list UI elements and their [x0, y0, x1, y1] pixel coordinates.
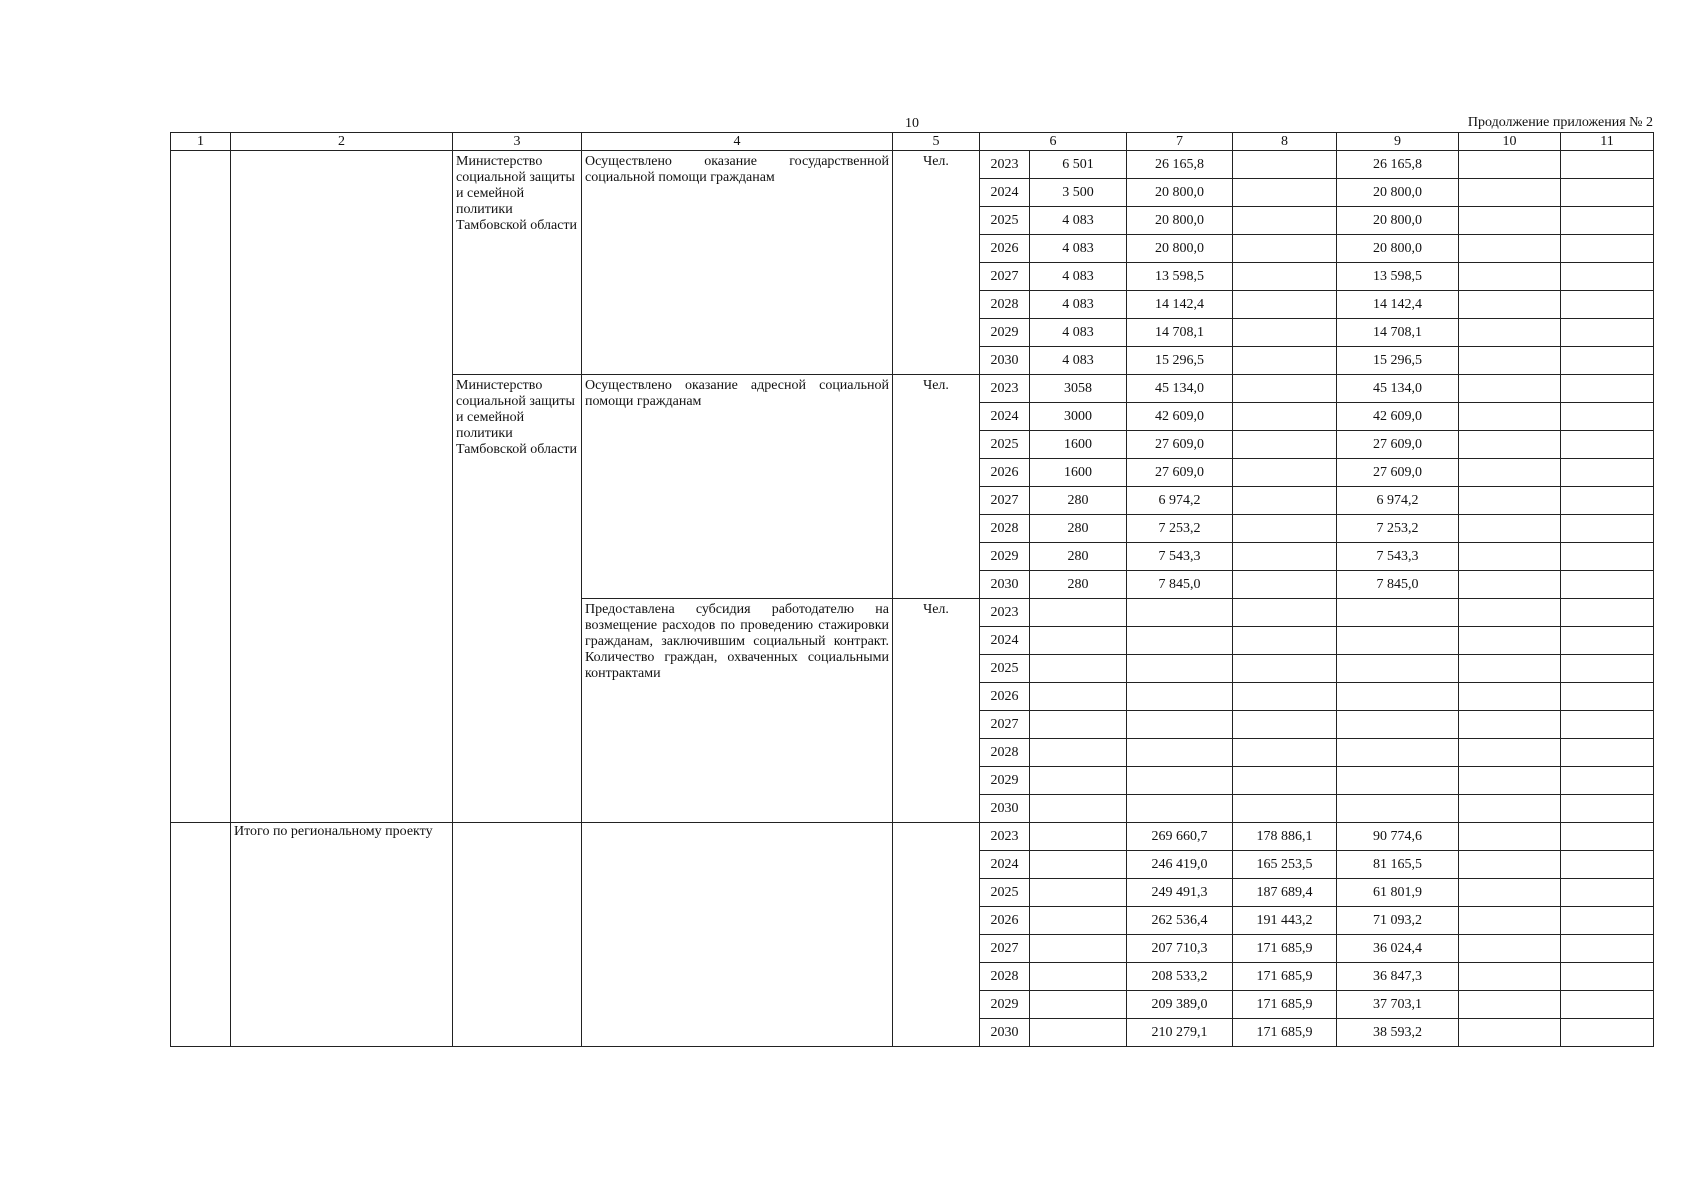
value-col7: 210 279,1: [1127, 1019, 1233, 1047]
value-col11: [1561, 263, 1654, 291]
value-col11: [1561, 375, 1654, 403]
column-header-10: 10: [1459, 133, 1561, 151]
value-col10: [1459, 207, 1561, 235]
value-col6: 3000: [1030, 403, 1127, 431]
year-cell: 2025: [980, 431, 1030, 459]
value-col10: [1459, 851, 1561, 879]
value-col6: 4 083: [1030, 291, 1127, 319]
value-col7: 14 142,4: [1127, 291, 1233, 319]
cell-col2: [231, 151, 453, 823]
value-col8: 171 685,9: [1233, 991, 1337, 1019]
column-header-7: 7: [1127, 133, 1233, 151]
value-col8: [1233, 459, 1337, 487]
value-col11: [1561, 991, 1654, 1019]
value-col6: [1030, 795, 1127, 823]
value-col11: [1561, 235, 1654, 263]
year-cell: 2029: [980, 543, 1030, 571]
year-cell: 2028: [980, 963, 1030, 991]
value-col9: 14 708,1: [1337, 319, 1459, 347]
value-col10: [1459, 263, 1561, 291]
value-col10: [1459, 739, 1561, 767]
value-col7: 26 165,8: [1127, 151, 1233, 179]
value-col10: [1459, 431, 1561, 459]
value-col10: [1459, 599, 1561, 627]
value-col8: 191 443,2: [1233, 907, 1337, 935]
value-col8: [1233, 403, 1337, 431]
year-cell: 2026: [980, 683, 1030, 711]
cell-col4: [582, 823, 893, 1047]
value-col7: [1127, 795, 1233, 823]
value-col11: [1561, 683, 1654, 711]
responsible-ministry: Министерство социальной защиты и семейной политики Тамбовской области: [453, 375, 582, 823]
year-cell: 2028: [980, 739, 1030, 767]
value-col8: 171 685,9: [1233, 935, 1337, 963]
column-header-6: 6: [980, 133, 1127, 151]
cell-col3: [453, 823, 582, 1047]
result-description: Предоставлена субсидия работодателю на возмещение расходов по проведению стажировки гражданам, заключившим социальный контракт. Количество граждан, охваченных социальными контрактами: [582, 599, 893, 823]
value-col7: [1127, 767, 1233, 795]
value-col9: 14 142,4: [1337, 291, 1459, 319]
value-col6: 3 500: [1030, 179, 1127, 207]
value-col8: [1233, 739, 1337, 767]
value-col8: [1233, 655, 1337, 683]
value-col8: [1233, 235, 1337, 263]
year-cell: 2023: [980, 599, 1030, 627]
value-col9: 61 801,9: [1337, 879, 1459, 907]
value-col6: [1030, 655, 1127, 683]
value-col9: 36 024,4: [1337, 935, 1459, 963]
year-cell: 2030: [980, 1019, 1030, 1047]
value-col11: [1561, 403, 1654, 431]
value-col9: 81 165,5: [1337, 851, 1459, 879]
value-col11: [1561, 907, 1654, 935]
value-col6: [1030, 851, 1127, 879]
value-col9: 27 609,0: [1337, 459, 1459, 487]
value-col6: 1600: [1030, 459, 1127, 487]
value-col7: 7 845,0: [1127, 571, 1233, 599]
column-header-11: 11: [1561, 133, 1654, 151]
value-col6: 4 083: [1030, 235, 1127, 263]
value-col9: 90 774,6: [1337, 823, 1459, 851]
value-col9: 20 800,0: [1337, 207, 1459, 235]
value-col11: [1561, 935, 1654, 963]
value-col7: 45 134,0: [1127, 375, 1233, 403]
value-col6: 280: [1030, 543, 1127, 571]
value-col11: [1561, 179, 1654, 207]
value-col11: [1561, 291, 1654, 319]
column-header-2: 2: [231, 133, 453, 151]
value-col10: [1459, 935, 1561, 963]
column-header-8: 8: [1233, 133, 1337, 151]
value-col10: [1459, 487, 1561, 515]
value-col7: 20 800,0: [1127, 235, 1233, 263]
value-col6: [1030, 907, 1127, 935]
value-col9: 37 703,1: [1337, 991, 1459, 1019]
column-header-3: 3: [453, 133, 582, 151]
value-col7: 27 609,0: [1127, 431, 1233, 459]
value-col10: [1459, 347, 1561, 375]
value-col6: [1030, 711, 1127, 739]
value-col9: 26 165,8: [1337, 151, 1459, 179]
value-col7: [1127, 711, 1233, 739]
value-col9: 20 800,0: [1337, 179, 1459, 207]
value-col8: [1233, 767, 1337, 795]
column-header-1: 1: [171, 133, 231, 151]
value-col10: [1459, 515, 1561, 543]
value-col11: [1561, 599, 1654, 627]
value-col8: [1233, 431, 1337, 459]
column-header-5: 5: [893, 133, 980, 151]
value-col8: 165 253,5: [1233, 851, 1337, 879]
year-cell: 2023: [980, 151, 1030, 179]
value-col11: [1561, 655, 1654, 683]
value-col11: [1561, 767, 1654, 795]
value-col11: [1561, 487, 1654, 515]
value-col7: [1127, 739, 1233, 767]
value-col9: 36 847,3: [1337, 963, 1459, 991]
year-cell: 2025: [980, 207, 1030, 235]
value-col6: 3058: [1030, 375, 1127, 403]
value-col9: [1337, 739, 1459, 767]
cell-col1: [171, 823, 231, 1047]
value-col9: 6 974,2: [1337, 487, 1459, 515]
value-col6: [1030, 599, 1127, 627]
year-cell: 2023: [980, 823, 1030, 851]
value-col11: [1561, 151, 1654, 179]
value-col6: 280: [1030, 571, 1127, 599]
value-col11: [1561, 347, 1654, 375]
value-col7: 207 710,3: [1127, 935, 1233, 963]
value-col7: 14 708,1: [1127, 319, 1233, 347]
value-col9: 71 093,2: [1337, 907, 1459, 935]
value-col6: [1030, 1019, 1127, 1047]
value-col10: [1459, 991, 1561, 1019]
value-col9: [1337, 683, 1459, 711]
year-cell: 2027: [980, 263, 1030, 291]
value-col8: [1233, 599, 1337, 627]
value-col9: 42 609,0: [1337, 403, 1459, 431]
year-cell: 2024: [980, 403, 1030, 431]
value-col6: [1030, 823, 1127, 851]
value-col11: [1561, 963, 1654, 991]
value-col8: [1233, 375, 1337, 403]
value-col6: [1030, 739, 1127, 767]
unit-of-measure: Чел.: [893, 151, 980, 375]
value-col7: 15 296,5: [1127, 347, 1233, 375]
value-col10: [1459, 907, 1561, 935]
year-cell: 2023: [980, 375, 1030, 403]
value-col7: [1127, 627, 1233, 655]
value-col9: 7 543,3: [1337, 543, 1459, 571]
value-col7: 13 598,5: [1127, 263, 1233, 291]
value-col9: 7 253,2: [1337, 515, 1459, 543]
value-col7: [1127, 599, 1233, 627]
value-col6: [1030, 991, 1127, 1019]
value-col10: [1459, 571, 1561, 599]
value-col11: [1561, 851, 1654, 879]
value-col10: [1459, 795, 1561, 823]
value-col8: [1233, 683, 1337, 711]
year-cell: 2030: [980, 571, 1030, 599]
value-col8: [1233, 543, 1337, 571]
year-cell: 2024: [980, 851, 1030, 879]
value-col8: 178 886,1: [1233, 823, 1337, 851]
value-col7: 7 543,3: [1127, 543, 1233, 571]
value-col6: 280: [1030, 487, 1127, 515]
value-col11: [1561, 571, 1654, 599]
value-col8: [1233, 207, 1337, 235]
value-col10: [1459, 459, 1561, 487]
year-cell: 2030: [980, 795, 1030, 823]
result-description: Осуществлено оказание адресной социальной помощи гражданам: [582, 375, 893, 599]
value-col6: [1030, 767, 1127, 795]
value-col11: [1561, 459, 1654, 487]
value-col6: [1030, 935, 1127, 963]
year-cell: 2026: [980, 907, 1030, 935]
value-col7: [1127, 683, 1233, 711]
year-cell: 2029: [980, 991, 1030, 1019]
value-col9: [1337, 795, 1459, 823]
value-col8: [1233, 263, 1337, 291]
value-col10: [1459, 655, 1561, 683]
value-col6: 4 083: [1030, 347, 1127, 375]
value-col8: [1233, 487, 1337, 515]
value-col10: [1459, 879, 1561, 907]
value-col9: 13 598,5: [1337, 263, 1459, 291]
value-col9: 45 134,0: [1337, 375, 1459, 403]
value-col10: [1459, 291, 1561, 319]
value-col7: 20 800,0: [1127, 207, 1233, 235]
value-col11: [1561, 711, 1654, 739]
unit-of-measure: Чел.: [893, 375, 980, 599]
value-col9: 27 609,0: [1337, 431, 1459, 459]
value-col6: 4 083: [1030, 207, 1127, 235]
value-col11: [1561, 319, 1654, 347]
value-col7: 7 253,2: [1127, 515, 1233, 543]
value-col11: [1561, 739, 1654, 767]
value-col6: [1030, 627, 1127, 655]
value-col10: [1459, 627, 1561, 655]
value-col8: [1233, 711, 1337, 739]
year-cell: 2025: [980, 655, 1030, 683]
value-col6: [1030, 683, 1127, 711]
year-cell: 2025: [980, 879, 1030, 907]
unit-of-measure: Чел.: [893, 599, 980, 823]
responsible-ministry: Министерство социальной защиты и семейной политики Тамбовской области: [453, 151, 582, 375]
value-col11: [1561, 207, 1654, 235]
value-col7: 246 419,0: [1127, 851, 1233, 879]
value-col8: 171 685,9: [1233, 1019, 1337, 1047]
value-col10: [1459, 151, 1561, 179]
value-col9: 7 845,0: [1337, 571, 1459, 599]
value-col6: 4 083: [1030, 263, 1127, 291]
value-col7: [1127, 655, 1233, 683]
value-col8: [1233, 347, 1337, 375]
year-cell: 2026: [980, 235, 1030, 263]
value-col11: [1561, 1019, 1654, 1047]
value-col8: [1233, 571, 1337, 599]
value-col8: 187 689,4: [1233, 879, 1337, 907]
column-header-4: 4: [582, 133, 893, 151]
value-col9: 15 296,5: [1337, 347, 1459, 375]
value-col9: 20 800,0: [1337, 235, 1459, 263]
year-cell: 2028: [980, 291, 1030, 319]
column-header-9: 9: [1337, 133, 1459, 151]
value-col7: 249 491,3: [1127, 879, 1233, 907]
cell-col1: [171, 151, 231, 823]
value-col11: [1561, 879, 1654, 907]
year-cell: 2027: [980, 935, 1030, 963]
value-col7: 42 609,0: [1127, 403, 1233, 431]
total-label: Итого по региональному проекту: [231, 823, 453, 1047]
value-col7: 208 533,2: [1127, 963, 1233, 991]
value-col8: [1233, 179, 1337, 207]
value-col11: [1561, 543, 1654, 571]
value-col7: 20 800,0: [1127, 179, 1233, 207]
result-description: Осуществлено оказание государственной социальной помощи гражданам: [582, 151, 893, 375]
value-col9: [1337, 711, 1459, 739]
value-col8: 171 685,9: [1233, 963, 1337, 991]
page-number: 10: [905, 116, 919, 131]
value-col10: [1459, 403, 1561, 431]
value-col10: [1459, 963, 1561, 991]
value-col6: 6 501: [1030, 151, 1127, 179]
value-col10: [1459, 711, 1561, 739]
value-col7: 209 389,0: [1127, 991, 1233, 1019]
value-col11: [1561, 431, 1654, 459]
value-col6: [1030, 879, 1127, 907]
value-col10: [1459, 235, 1561, 263]
value-col10: [1459, 823, 1561, 851]
value-col8: [1233, 151, 1337, 179]
value-col6: 280: [1030, 515, 1127, 543]
value-col8: [1233, 795, 1337, 823]
table-row: [171, 823, 1654, 851]
year-cell: 2028: [980, 515, 1030, 543]
value-col7: 27 609,0: [1127, 459, 1233, 487]
value-col8: [1233, 627, 1337, 655]
year-cell: 2024: [980, 179, 1030, 207]
value-col11: [1561, 627, 1654, 655]
value-col8: [1233, 291, 1337, 319]
value-col11: [1561, 795, 1654, 823]
year-cell: 2026: [980, 459, 1030, 487]
year-cell: 2027: [980, 487, 1030, 515]
value-col8: [1233, 319, 1337, 347]
cell-col5: [893, 823, 980, 1047]
value-col9: [1337, 767, 1459, 795]
value-col8: [1233, 515, 1337, 543]
value-col11: [1561, 823, 1654, 851]
year-cell: 2029: [980, 767, 1030, 795]
value-col9: [1337, 599, 1459, 627]
value-col10: [1459, 1019, 1561, 1047]
column-header-row: [171, 133, 1654, 151]
value-col6: 4 083: [1030, 319, 1127, 347]
value-col11: [1561, 515, 1654, 543]
budget-table: [170, 132, 1654, 1047]
value-col10: [1459, 683, 1561, 711]
value-col7: 262 536,4: [1127, 907, 1233, 935]
value-col9: 38 593,2: [1337, 1019, 1459, 1047]
value-col9: [1337, 655, 1459, 683]
value-col6: [1030, 963, 1127, 991]
value-col9: [1337, 627, 1459, 655]
value-col10: [1459, 319, 1561, 347]
value-col6: 1600: [1030, 431, 1127, 459]
table-row: [171, 151, 1654, 179]
continuation-label: Продолжение приложения № 2: [1467, 115, 1653, 130]
value-col10: [1459, 543, 1561, 571]
value-col7: 269 660,7: [1127, 823, 1233, 851]
value-col10: [1459, 375, 1561, 403]
year-cell: 2030: [980, 347, 1030, 375]
year-cell: 2029: [980, 319, 1030, 347]
value-col7: 6 974,2: [1127, 487, 1233, 515]
value-col10: [1459, 767, 1561, 795]
year-cell: 2024: [980, 627, 1030, 655]
value-col10: [1459, 179, 1561, 207]
year-cell: 2027: [980, 711, 1030, 739]
